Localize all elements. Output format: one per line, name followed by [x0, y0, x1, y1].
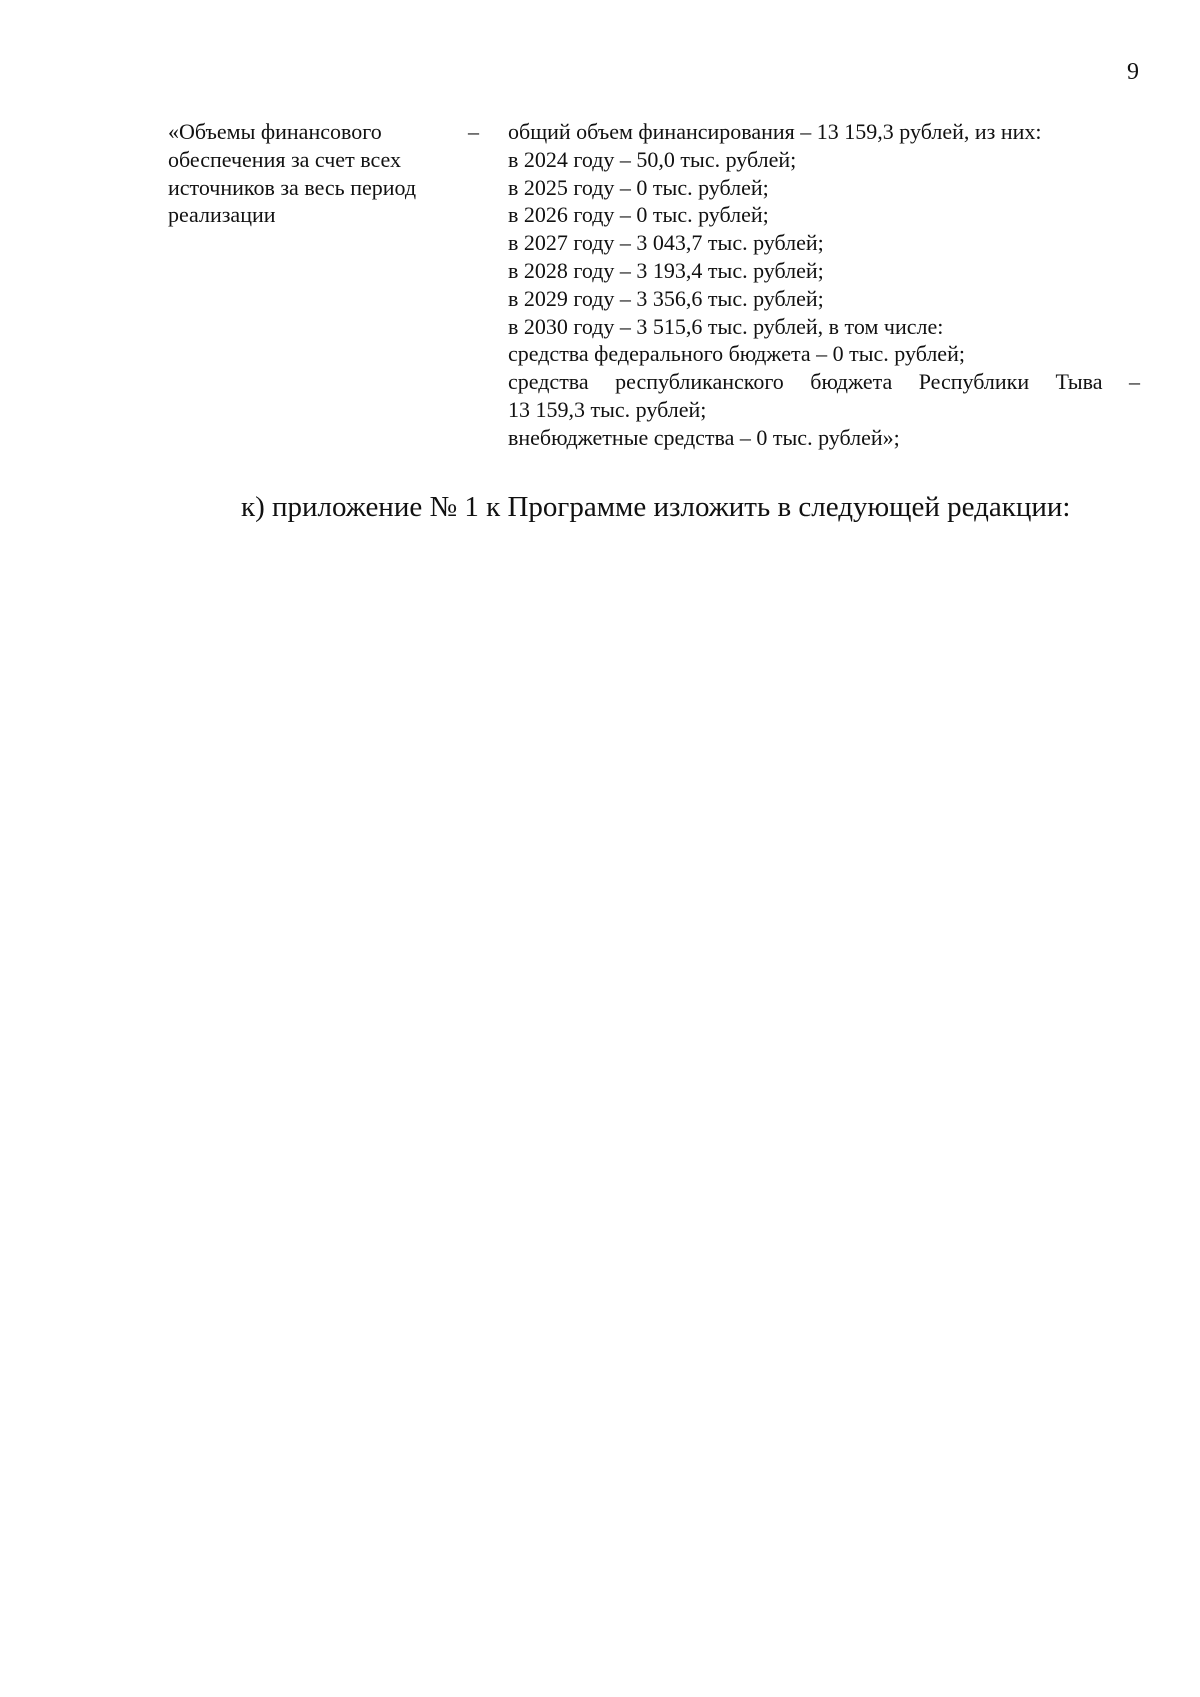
- value-line: в 2027 году – 3 043,7 тыс. рублей;: [508, 230, 824, 256]
- label-line: обеспечения за счет всех: [168, 146, 401, 172]
- row-label: [168, 118, 468, 229]
- label-line: реализации: [168, 202, 276, 228]
- label-line: источников за весь период: [168, 174, 417, 200]
- row-value: [508, 118, 1140, 452]
- row-dash: [468, 118, 508, 146]
- value-line: средства республиканского бюджета Республики Тыва –: [508, 369, 1140, 395]
- value-line: в 2024 году – 50,0 тыс. рублей;: [508, 146, 797, 172]
- value-line: в 2026 году – 0 тыс. рублей;: [508, 202, 769, 228]
- dash-separator: –: [468, 119, 479, 144]
- value-line: в 2025 году – 0 тыс. рублей;: [508, 174, 769, 200]
- amendment-instruction: к) приложение № 1 к Программе изложить в следующей редакции:: [241, 491, 1071, 523]
- financing-passport-row: [168, 118, 1140, 452]
- value-line: в 2028 году – 3 193,4 тыс. рублей;: [508, 257, 824, 283]
- value-line: в 2029 году – 3 356,6 тыс. рублей;: [508, 285, 824, 311]
- value-line: 13 159,3 тыс. рублей;: [508, 396, 707, 422]
- value-line: внебюджетные средства – 0 тыс. рублей»;: [508, 424, 900, 450]
- label-line: «Объемы финансового: [168, 119, 382, 144]
- page-number: 9: [1127, 59, 1139, 85]
- value-line: в 2030 году – 3 515,6 тыс. рублей, в том числе:: [508, 313, 944, 339]
- value-line: общий объем финансирования – 13 159,3 рублей, из них:: [508, 119, 1042, 144]
- value-line: средства федерального бюджета – 0 тыс. рублей;: [508, 341, 965, 367]
